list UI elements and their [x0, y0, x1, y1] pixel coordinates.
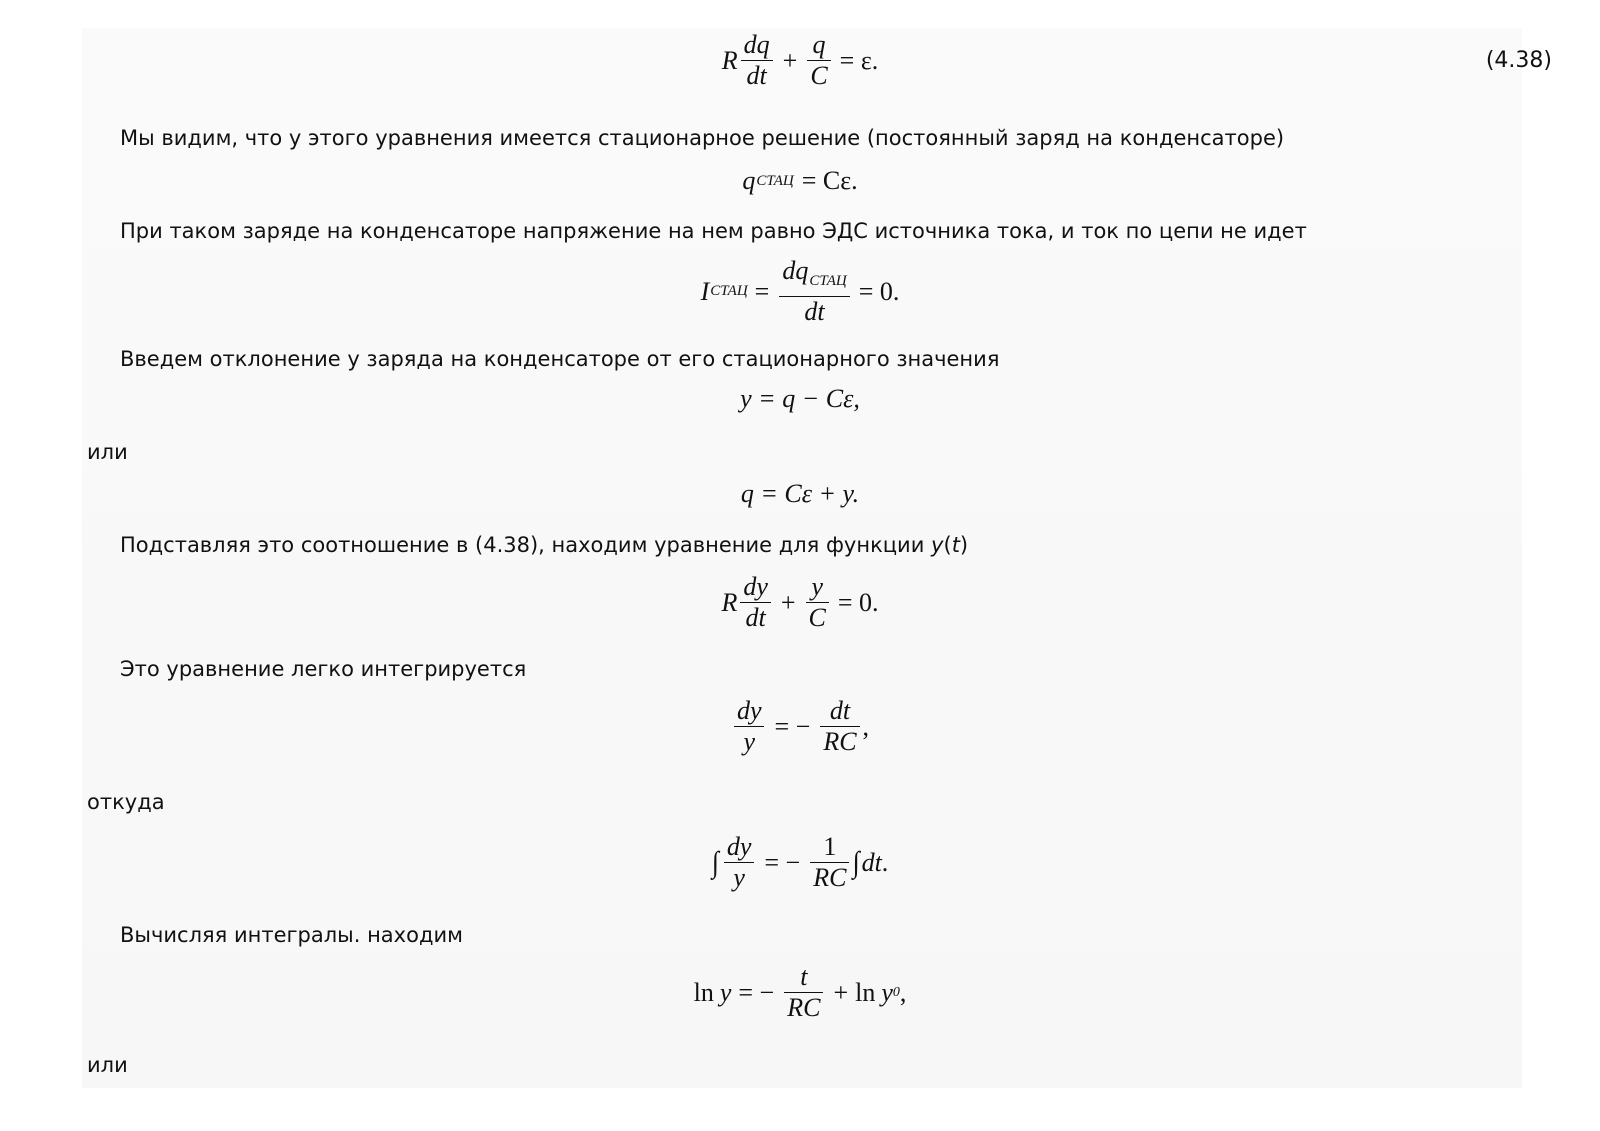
operator: = −: [738, 977, 775, 1007]
denominator: dt: [746, 61, 767, 90]
equation-q-stat: [0, 166, 1600, 196]
fraction: [741, 30, 773, 91]
eq-tail: ,: [899, 977, 907, 1007]
word-or-2: или: [87, 1053, 128, 1077]
paragraph-4: [120, 532, 968, 558]
numerator: y: [811, 572, 823, 601]
numerator: dt: [829, 696, 851, 725]
subscript: СТАЦ: [756, 172, 794, 189]
paragraph-1: Мы видим, что у этого уравнения имеется стационарное решение (постоянный заряд на конденсаторе): [120, 126, 1285, 150]
subscript: СТАЦ: [710, 283, 748, 299]
fraction: [807, 30, 830, 91]
paragraph-5: Это уравнение легко интегрируется: [120, 657, 527, 681]
paren-open: (: [943, 533, 952, 557]
denominator: y: [733, 863, 745, 892]
fraction: [779, 256, 849, 327]
operator: = −: [764, 847, 801, 877]
equation-integral: [0, 832, 1600, 893]
eq-rhs: = Cε.: [801, 166, 858, 195]
denominator: y: [743, 727, 755, 756]
operator: +: [833, 977, 849, 1007]
equation-ode: [0, 572, 1600, 633]
ln-operator: ln: [693, 977, 714, 1007]
equation-q: q = Cε + y.: [740, 479, 860, 508]
paragraph-3: Введем отклонение y заряда на конденсаторе от его стационарного значения: [120, 347, 1000, 371]
fraction: [806, 572, 829, 633]
fraction: [810, 832, 849, 893]
eq-tail: .: [881, 847, 889, 877]
equation-separated: [0, 696, 1600, 757]
numerator: [779, 256, 849, 296]
numerator: dq: [743, 30, 770, 59]
operator: =: [754, 276, 770, 306]
paragraph-2: При таком заряде на конденсаторе напряжение на нем равно ЭДС источника тока, и ток по цепи не идет: [120, 219, 1307, 243]
eq-symbol: y: [719, 977, 732, 1007]
eq-symbol: R: [721, 587, 738, 617]
equation-4-38: [0, 30, 1600, 91]
equation-y: y = q − Cε,: [740, 384, 860, 413]
denominator: dt: [745, 603, 766, 632]
numerator: dy: [726, 832, 752, 861]
eq-symbol: q: [742, 166, 756, 195]
subscript: СТАЦ: [809, 273, 847, 289]
operator: +: [780, 587, 796, 617]
fraction: [724, 832, 755, 893]
numerator: t: [800, 962, 808, 991]
integral-sign: ∫: [852, 845, 860, 879]
denominator: RC: [787, 993, 821, 1022]
integral-sign: ∫: [711, 845, 719, 879]
numerator: q: [812, 30, 826, 59]
eq-rhs: = ε.: [839, 45, 879, 75]
eq-tail: ,: [862, 711, 870, 741]
paragraph-6: Вычисляя интегралы. находим: [120, 923, 463, 947]
subscript: 0: [892, 984, 900, 1000]
function-name: y: [931, 533, 944, 557]
eq-symbol: dt: [861, 847, 882, 877]
denominator: dt: [804, 297, 825, 326]
eq-symbol: y: [881, 977, 893, 1007]
operator: +: [782, 45, 798, 75]
numerator: dy: [743, 572, 768, 601]
denominator: RC: [823, 727, 857, 756]
fraction: [734, 696, 765, 757]
numerator: dy: [736, 696, 762, 725]
eq-rhs: = 0.: [837, 587, 879, 617]
equation-i-stat: [0, 256, 1600, 327]
numerator: 1: [823, 832, 837, 861]
equation-log: [0, 962, 1600, 1023]
equation-number: (4.38): [1485, 48, 1552, 73]
fraction: [784, 962, 823, 1023]
function-arg: t: [951, 533, 960, 557]
numerator-text: dq: [782, 256, 809, 285]
fraction: [740, 572, 771, 633]
denominator: C: [810, 61, 828, 90]
word-whence: откуда: [87, 790, 165, 814]
eq-symbol: R: [721, 45, 738, 75]
denominator: C: [808, 603, 826, 632]
eq-rhs: = 0.: [858, 276, 900, 306]
operator: = −: [774, 711, 811, 741]
eq-symbol: I: [700, 276, 710, 306]
paren-close: ): [959, 533, 969, 557]
word-or: или: [87, 440, 128, 464]
ln-operator: ln: [855, 977, 876, 1007]
denominator: RC: [813, 863, 847, 892]
paragraph-4-text: Подставляя это соотношение в (4.38), находим уравнение для функции: [120, 533, 932, 557]
fraction: [820, 696, 859, 757]
